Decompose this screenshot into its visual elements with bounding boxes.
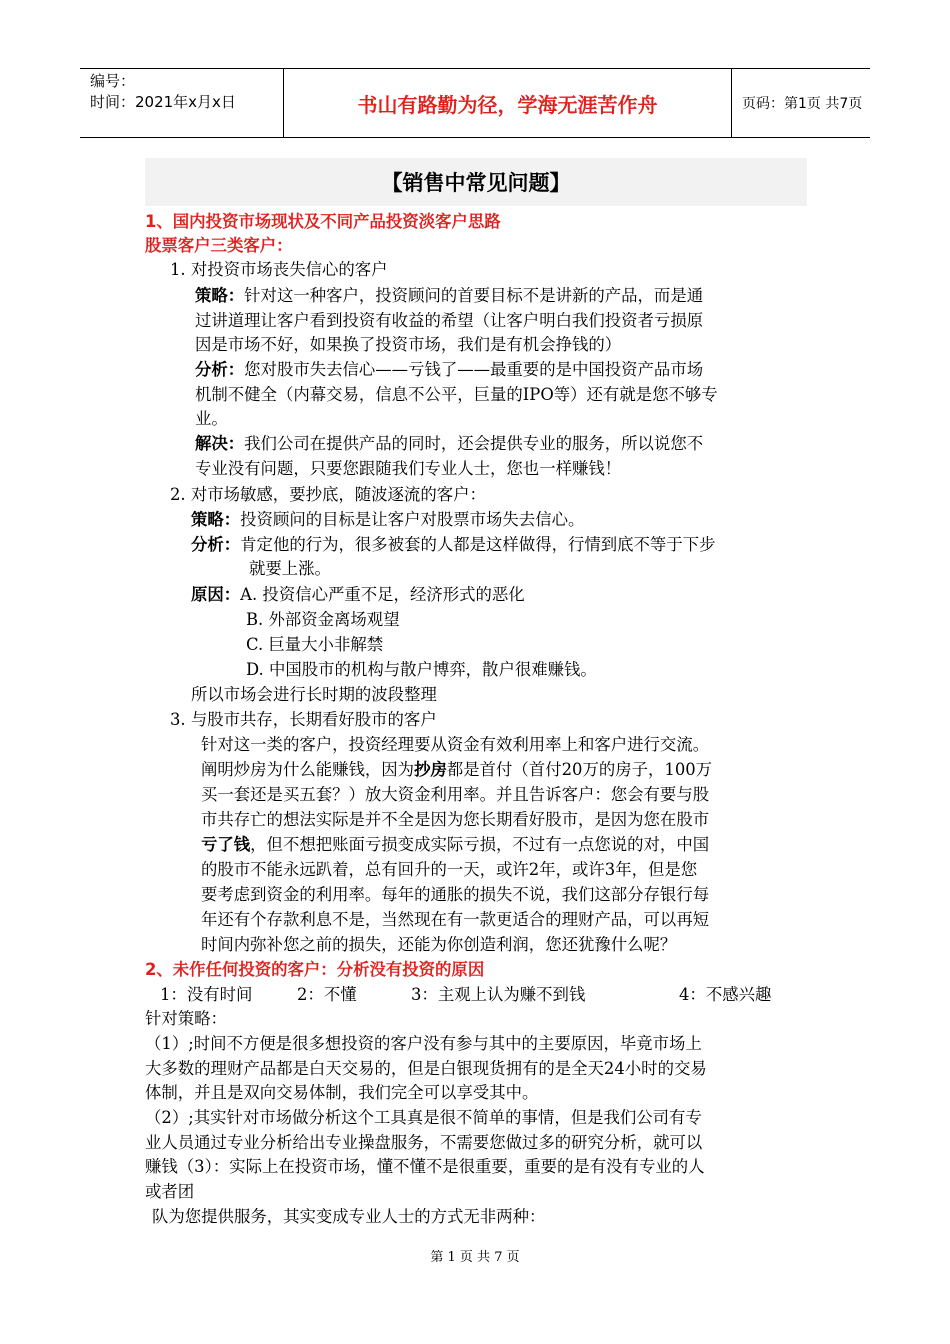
strategy-title: 针对策略： (145, 1009, 227, 1028)
solution-label: 解决： (195, 434, 245, 453)
reason-4: 4：不感兴趣 (679, 985, 772, 1004)
item-2-title: 2. 对市场敏感，要抄底，随波逐流的客户： (170, 485, 486, 504)
item-3-title: 3. 与股市共存，长期看好股市的客户 (170, 710, 437, 729)
text: A. 投资信心严重不足，经济形式的恶化 (240, 585, 525, 604)
item-3-line-7: 要考虑到资金的利用率。每年的通胀的损失不说，我们这部分存银行每 (201, 885, 710, 904)
item-2-reason-b: B. 外部资金离场观望 (246, 610, 400, 629)
section-2-heading: 2、未作任何投资的客户：分析没有投资的原因 (145, 960, 485, 979)
item-3-line-4: 市共存亡的想法实际是并不全是因为您长期看好股市，是因为您在股市 (201, 810, 710, 829)
reason-2: 2：不懂 (297, 985, 357, 1004)
item-1-strategy-line-3: 因是市场不好，如果换了投资市场，我们是有机会挣钱的） (195, 335, 622, 354)
item-2-strategy (191, 509, 584, 531)
item-3-line-9: 时间内弥补您之前的损失，还能为你创造利润，您还犹豫什么呢？ (201, 935, 677, 954)
header-table (80, 68, 870, 138)
text: 您对股市失去信心——亏钱了——最重要的是中国投资产品市场 (244, 360, 704, 379)
analysis-label: 分析： (195, 360, 245, 379)
para-2-line-4: 或者团 (145, 1182, 195, 1201)
strategy-label: 策略： (191, 510, 241, 529)
document-title: 【销售中常见问题】 (145, 158, 807, 206)
item-1-analysis-line-3: 业。 (195, 409, 228, 428)
item-2-reason-a (191, 584, 525, 606)
para-1-line-3: 体制，并且是双向交易体制，我们完全可以享受其中。 (145, 1083, 539, 1102)
analysis-label: 分析： (191, 535, 241, 554)
item-1-solution-line-2: 专业没有问题，只要您跟随我们专业人士，您也一样赚钱！ (195, 459, 622, 478)
item-3-line-2 (201, 759, 712, 781)
item-1-solution-line-1 (195, 433, 703, 455)
reason-1: 1：没有时间 (160, 985, 253, 1004)
item-1-analysis-line-2: 机制不健全（内幕交易，信息不公平，巨量的IPO等）还有就是您不够专 (195, 385, 718, 404)
item-1-title: 1. 对投资市场丧失信心的客户 (170, 260, 388, 279)
doc-time-label: 时间：2021年x月x日 (90, 93, 236, 111)
header-page-info: 页码：第1页 共7页 (742, 96, 863, 112)
item-1-strategy-line-2: 过讲道理让客户看到投资有收益的希望（让客户明白我们投资者亏损原 (195, 311, 704, 330)
item-2-reason-d: D. 中国股市的机构与散户博弈，散户很难赚钱。 (246, 660, 597, 679)
header-meta (80, 69, 284, 137)
para-2-line-1: （2）;其实针对市场做分析这个工具真是很不简单的事情，但是我们公司有专 (145, 1108, 702, 1127)
para-1-line-1: （1）;时间不方便是很多想投资的客户没有参与其中的主要原因，毕竟市场上 (145, 1034, 702, 1053)
item-3-line-3: 买一套还是买五套？）放大资金利用率。并且告诉客户：您会有要与股 (201, 785, 710, 804)
item-2-conclusion: 所以市场会进行长时期的波段整理 (191, 685, 437, 704)
page-footer: 第 1 页 共 7 页 (430, 1250, 520, 1265)
item-1-analysis-line-1 (195, 359, 703, 381)
emphasis: 亏了钱 (201, 835, 251, 854)
text: ，但不想把账面亏损变成实际亏损，不过有一点您说的对，中国 (250, 835, 710, 854)
text: 都是首付（首付20万的房子，100万 (446, 760, 713, 779)
item-1-strategy-line-1 (195, 285, 703, 307)
para-2-line-3: 赚钱（3）：实际上在投资市场，懂不懂不是很重要，重要的是有没有专业的人 (145, 1157, 705, 1176)
section-1-heading: 1、国内投资市场现状及不同产品投资淡客户思路 (145, 212, 501, 231)
item-2-reason-c: C. 巨量大小非解禁 (246, 635, 384, 654)
para-2-line-2: 业人员通过专业分析给出专业操盘服务，不需要您做过多的研究分析，就可以 (145, 1133, 703, 1152)
item-2-analysis-line-2: 就要上涨。 (249, 559, 331, 578)
item-3-line-8: 年还有个存款利息不是，当然现在有一款更适合的理财产品，可以再短 (201, 910, 710, 929)
section-1-subheading: 股票客户三类客户： (145, 236, 293, 255)
text: 我们公司在提供产品的同时，还会提供专业的服务，所以说您不 (244, 434, 704, 453)
text: 投资顾问的目标是让客户对股票市场失去信心。 (240, 510, 585, 529)
item-3-line-5 (201, 834, 709, 856)
reason-3: 3：主观上认为赚不到钱 (411, 985, 586, 1004)
para-3-line-1: 队为您提供服务，其实变成专业人士的方式无非两种： (152, 1207, 546, 1226)
text: 阐明炒房为什么能赚钱，因为 (201, 760, 415, 779)
doc-number-label: 编号： (90, 72, 136, 90)
text: 肯定他的行为，很多被套的人都是这样做得，行情到底不等于下步 (240, 535, 716, 554)
item-3-line-6: 的股市不能永远趴着，总有回升的一天，或许2年，或许3年，但是您 (201, 860, 698, 879)
item-3-line-1: 针对这一类的客户，投资经理要从资金有效利用率上和客户进行交流。 (201, 735, 710, 754)
para-1-line-2: 大多数的理财产品都是白天交易的，但是白银现货拥有的是全天24小时的交易 (145, 1059, 707, 1078)
header-motto: 书山有路勤为径，学海无涯苦作舟 (284, 69, 732, 137)
reason-label: 原因： (191, 585, 241, 604)
text: 针对这一种客户，投资顾问的首要目标不是讲新的产品，而是通 (244, 286, 704, 305)
strategy-label: 策略： (195, 286, 245, 305)
item-2-analysis-line-1 (191, 534, 716, 556)
emphasis: 抄房 (414, 760, 447, 779)
